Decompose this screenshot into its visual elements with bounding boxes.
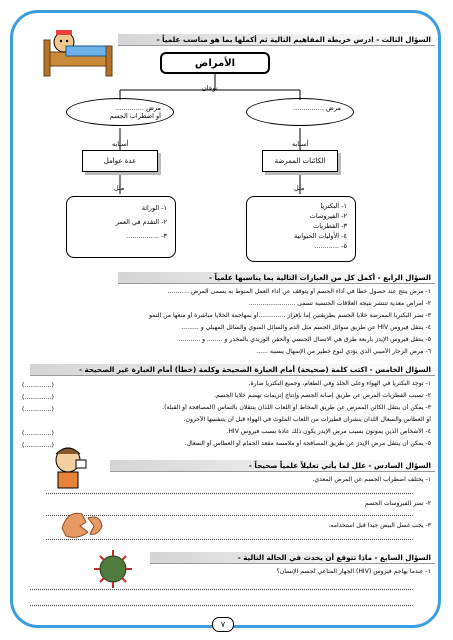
list-left-item: ٣- ................	[126, 232, 167, 240]
answer-line	[30, 604, 413, 606]
section5-item: ٥- يمكن أن ينتقل مرض الإيدز عن طريق المصافحة أو ملامسة مقعد الحمام أو العطاس أو السعال.	[184, 440, 431, 447]
oval-right-text: مرض ...............	[293, 104, 341, 112]
box-factors: عدة عوامل	[82, 150, 158, 172]
oval-left	[66, 98, 174, 126]
section6-item: ٢- تضر الفيروسات الجسم	[364, 500, 431, 507]
answer-blank: (..............)	[22, 442, 54, 449]
causes-left-label: أسبابه	[112, 140, 129, 148]
causes-right-label: أسبابه	[292, 140, 309, 148]
section5-item: ٤- الأشخاص الذين يموتون بسبب مرض الإيدز يكون ذلك عادة بسبب فيروس HIV.	[226, 428, 431, 435]
list-left-box	[66, 196, 176, 258]
section6-header: السؤال السادس - علل لما يأتي تعليلاً علمياً صحيحاً -	[110, 460, 435, 472]
section4-header: السؤال الرابع - أكمل كل من العبارات التالية بما يناسبها علمياً -	[118, 272, 435, 284]
section7-header: السؤال السابع - ماذا تتوقع أن يحدث في الحالة التالية -	[150, 552, 435, 564]
list-right-item: ١- البكتريا	[320, 202, 347, 210]
section4-item: ٣- تضر البكتريا الممرضة خلايا الجسم بطريقتين إما بإفراز ..............أو بمهاجمة الخلايا مباشرة أو منعها من النمو	[149, 312, 431, 319]
answer-blank: (..............)	[22, 406, 54, 413]
section3-header: السؤال الثالث - ادرس خريطة المفاهيم التالية ثم أكملها بما هو مناسب علمياً -	[118, 34, 435, 46]
virus-illustration	[88, 546, 138, 592]
oval-left-line2: أو اضطراب الجسم	[109, 112, 161, 120]
oval-left-line1: مرض ..............	[115, 104, 161, 112]
list-right-item: ٣- الفطريات	[313, 222, 347, 230]
section5-item: ٣- يمكن أن ينتقل الكائن الممرض عن طريق المخاط أو اللعاب اللذان ينتقلان بالتماس (المصافحة أو القبلة).	[162, 404, 431, 411]
list-right-box	[246, 196, 356, 262]
section4-item: ٤- ينتقل فيروس HIV عن طريق سوائل الجسم مثل الدم والسائل المنوي والسائل المهبلي و .........	[181, 324, 431, 331]
answer-blank: (..............)	[22, 382, 54, 389]
answer-blank: (..............)	[22, 430, 54, 437]
list-right-item: ٥- ............	[314, 242, 347, 250]
section4-item: ٦- مرض الزحار الأميبي الذي يؤدي لنوع خطير من الإسهال يسببه ......	[256, 348, 431, 355]
section4-item: ١- مرض ينتج عند حصول خطأ في أداء الجسم أو يتوقف عن أداء العمل المنوط به يسمى المرض ...........	[167, 288, 431, 295]
section5-header: السؤال الخامس - اكتب كلمة (صحيحة) أمام العبارة الصحيحة وكلمة (خطأ) أمام العبارة غير الصحيحة -	[30, 364, 435, 376]
concept-title: الأمراض	[160, 52, 270, 74]
list-right-item: ٢- الفيروسات	[309, 212, 347, 220]
oval-right	[246, 98, 354, 126]
types-label: نوعان	[202, 84, 218, 92]
box-pathogens: الكائنات الممرضة	[262, 150, 338, 172]
section6-item: ١- يختلف اضطراب الجسم عن المرض المعدي.	[312, 476, 431, 483]
section7-item: ١- عندما يهاجم فيروس (HIV) الجهاز المناعي لجسم الإنسان؟	[276, 568, 431, 575]
section5-item: ١- توجد البكتريا في الهواء وعلى الجلد وفي الطعام، وجميع البكتريا ضارة.	[248, 380, 431, 387]
sneezing-child-illustration	[42, 442, 98, 492]
list-left-item: ٢- التقدم في العمر	[115, 218, 167, 226]
section4-item: ٢- أمراض معدية تنتشر نتيجة العلاقات الجنسية تسمى ........................	[248, 300, 431, 307]
list-left-item: ١- الوراثة	[141, 204, 167, 212]
section4-item: ٥- ينتقل فيروس الإيدز بأربعة طرق هي الاتصال الجنسي والحقن الوريدي بالمخدر و ........ و ...........	[178, 336, 431, 343]
page-number: ٧	[212, 617, 234, 632]
list-right-item: ٤- الأوليات الحيوانية	[293, 232, 347, 240]
answer-line	[46, 492, 413, 494]
example-left-label: مثل	[114, 184, 125, 192]
section5-item: ٢- تسبب الفطريات المرض عن طريق إصابة الجسم وإنتاج إنزيمات تهضم خلايا الجسم.	[214, 392, 431, 399]
answer-line	[30, 588, 413, 590]
section5-item: أو العطاس والسعال اللذان ينشران قطيرات من اللعاب الملوث في الهواء قبل أن يتنفسها الآخرون.	[183, 416, 431, 423]
eggshell-illustration	[58, 508, 106, 540]
section6-item: ٣- يجب غسل البيض جيداً قبل استخدامه.	[328, 522, 431, 529]
example-right-label: مثل	[294, 184, 305, 192]
answer-blank: (..............)	[22, 394, 54, 401]
